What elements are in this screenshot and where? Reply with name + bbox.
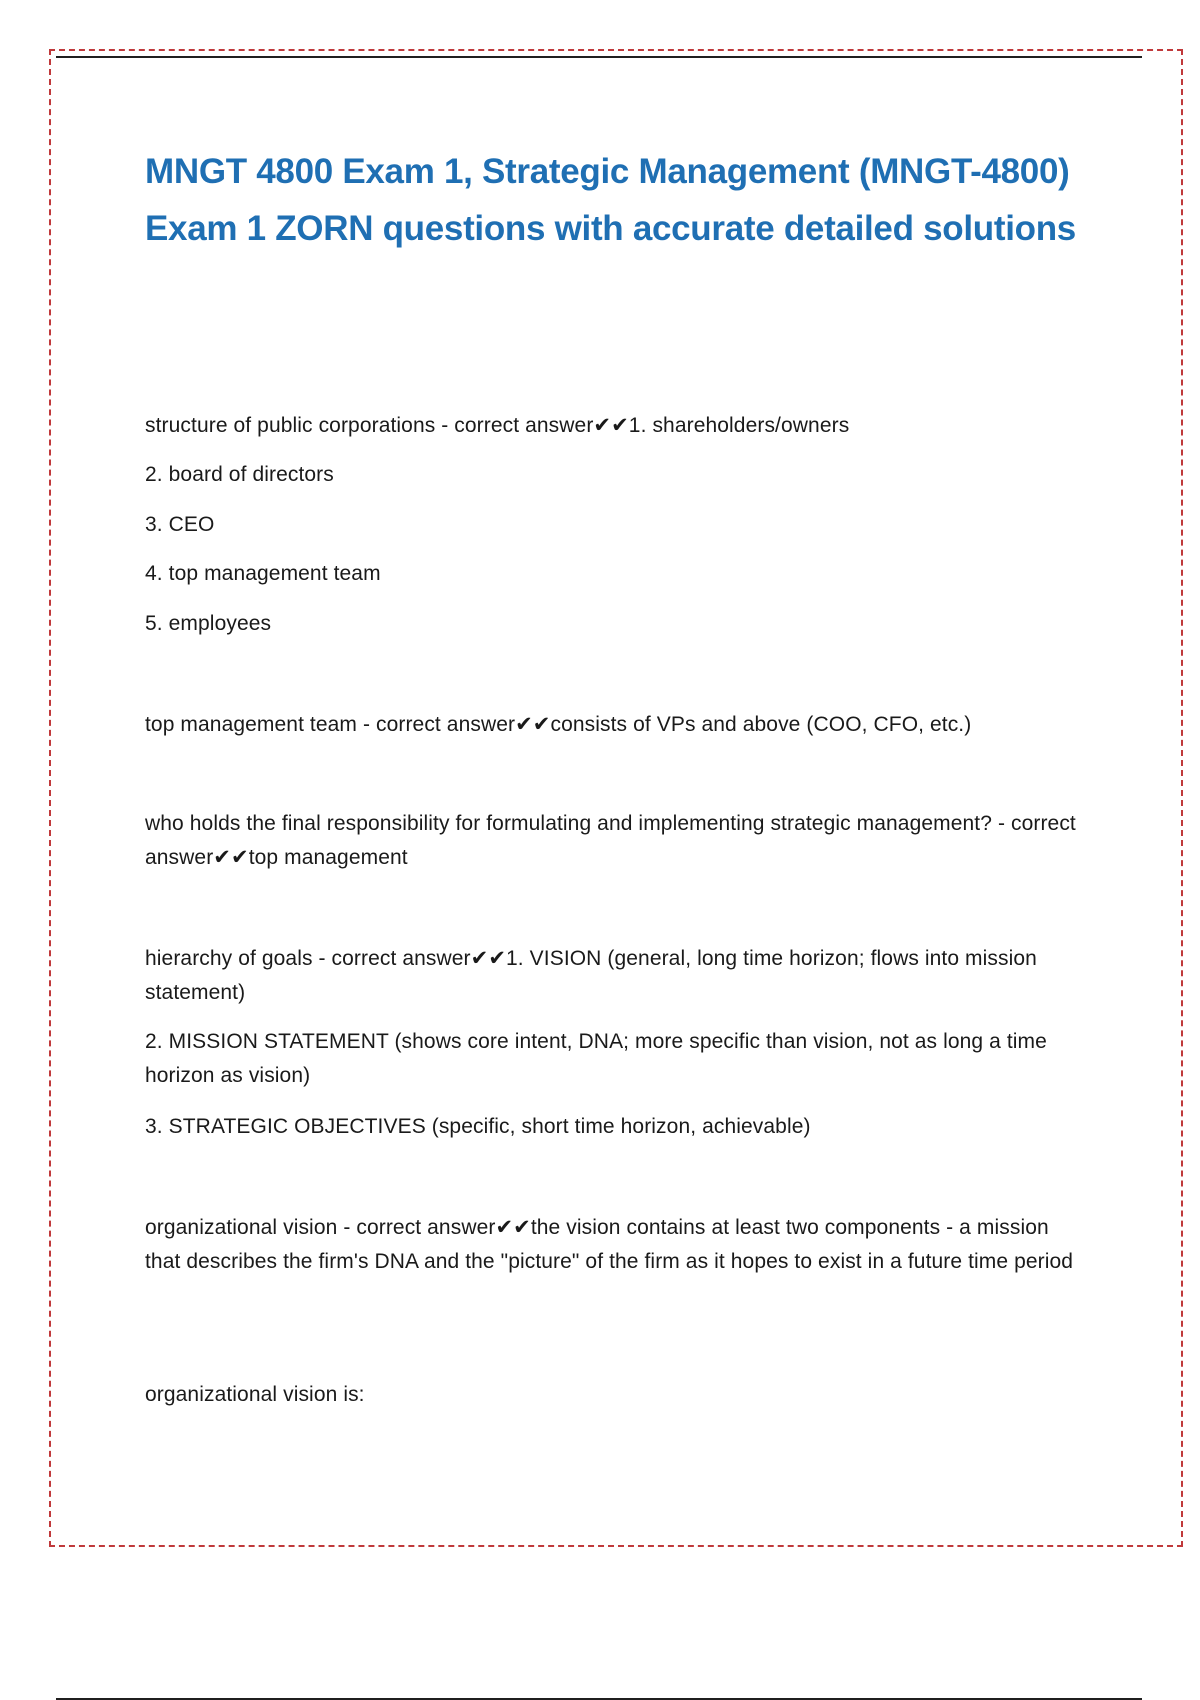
qa-final-responsibility: who holds the final responsibility for formulating and implementing strategic management? - correct answer✔✔top management	[145, 812, 1076, 869]
qa-organizational-vision: organizational vision - correct answer✔✔the vision contains at least two components - a mission that describes the firm's DNA and the "picture" of the firm as it hopes to exist in a future time period	[145, 1216, 1074, 1273]
qa-organizational-vision-is: organizational vision is:	[145, 1383, 365, 1406]
list-item-strategic-objectives: 3. STRATEGIC OBJECTIVES (specific, short time horizon, achievable)	[145, 1115, 811, 1138]
qa-structure-of-public-corporations: structure of public corporations - correct answer✔✔1. shareholders/owners	[145, 414, 850, 437]
qa-top-management-team: top management team - correct answer✔✔consists of VPs and above (COO, CFO, etc.)	[145, 713, 972, 736]
list-item-ceo: 3. CEO	[145, 513, 215, 536]
qa-hierarchy-of-goals: hierarchy of goals - correct answer✔✔1. VISION (general, long time horizon; flows into mission statement)	[145, 947, 1037, 1004]
list-item-top-management-team: 4. top management team	[145, 562, 381, 585]
list-item-board-of-directors: 2. board of directors	[145, 463, 334, 486]
page-border-frame	[49, 49, 1183, 1547]
list-item-mission-statement: 2. MISSION STATEMENT (shows core intent, DNA; more specific than vision, not as long a time horizon as vision)	[145, 1030, 1047, 1087]
list-item-employees: 5. employees	[145, 612, 272, 635]
header-rule	[56, 56, 1142, 58]
document-title: MNGT 4800 Exam 1, Strategic Management (MNGT-4800) Exam 1 ZORN questions with accurate detailed solutions	[145, 152, 1076, 248]
